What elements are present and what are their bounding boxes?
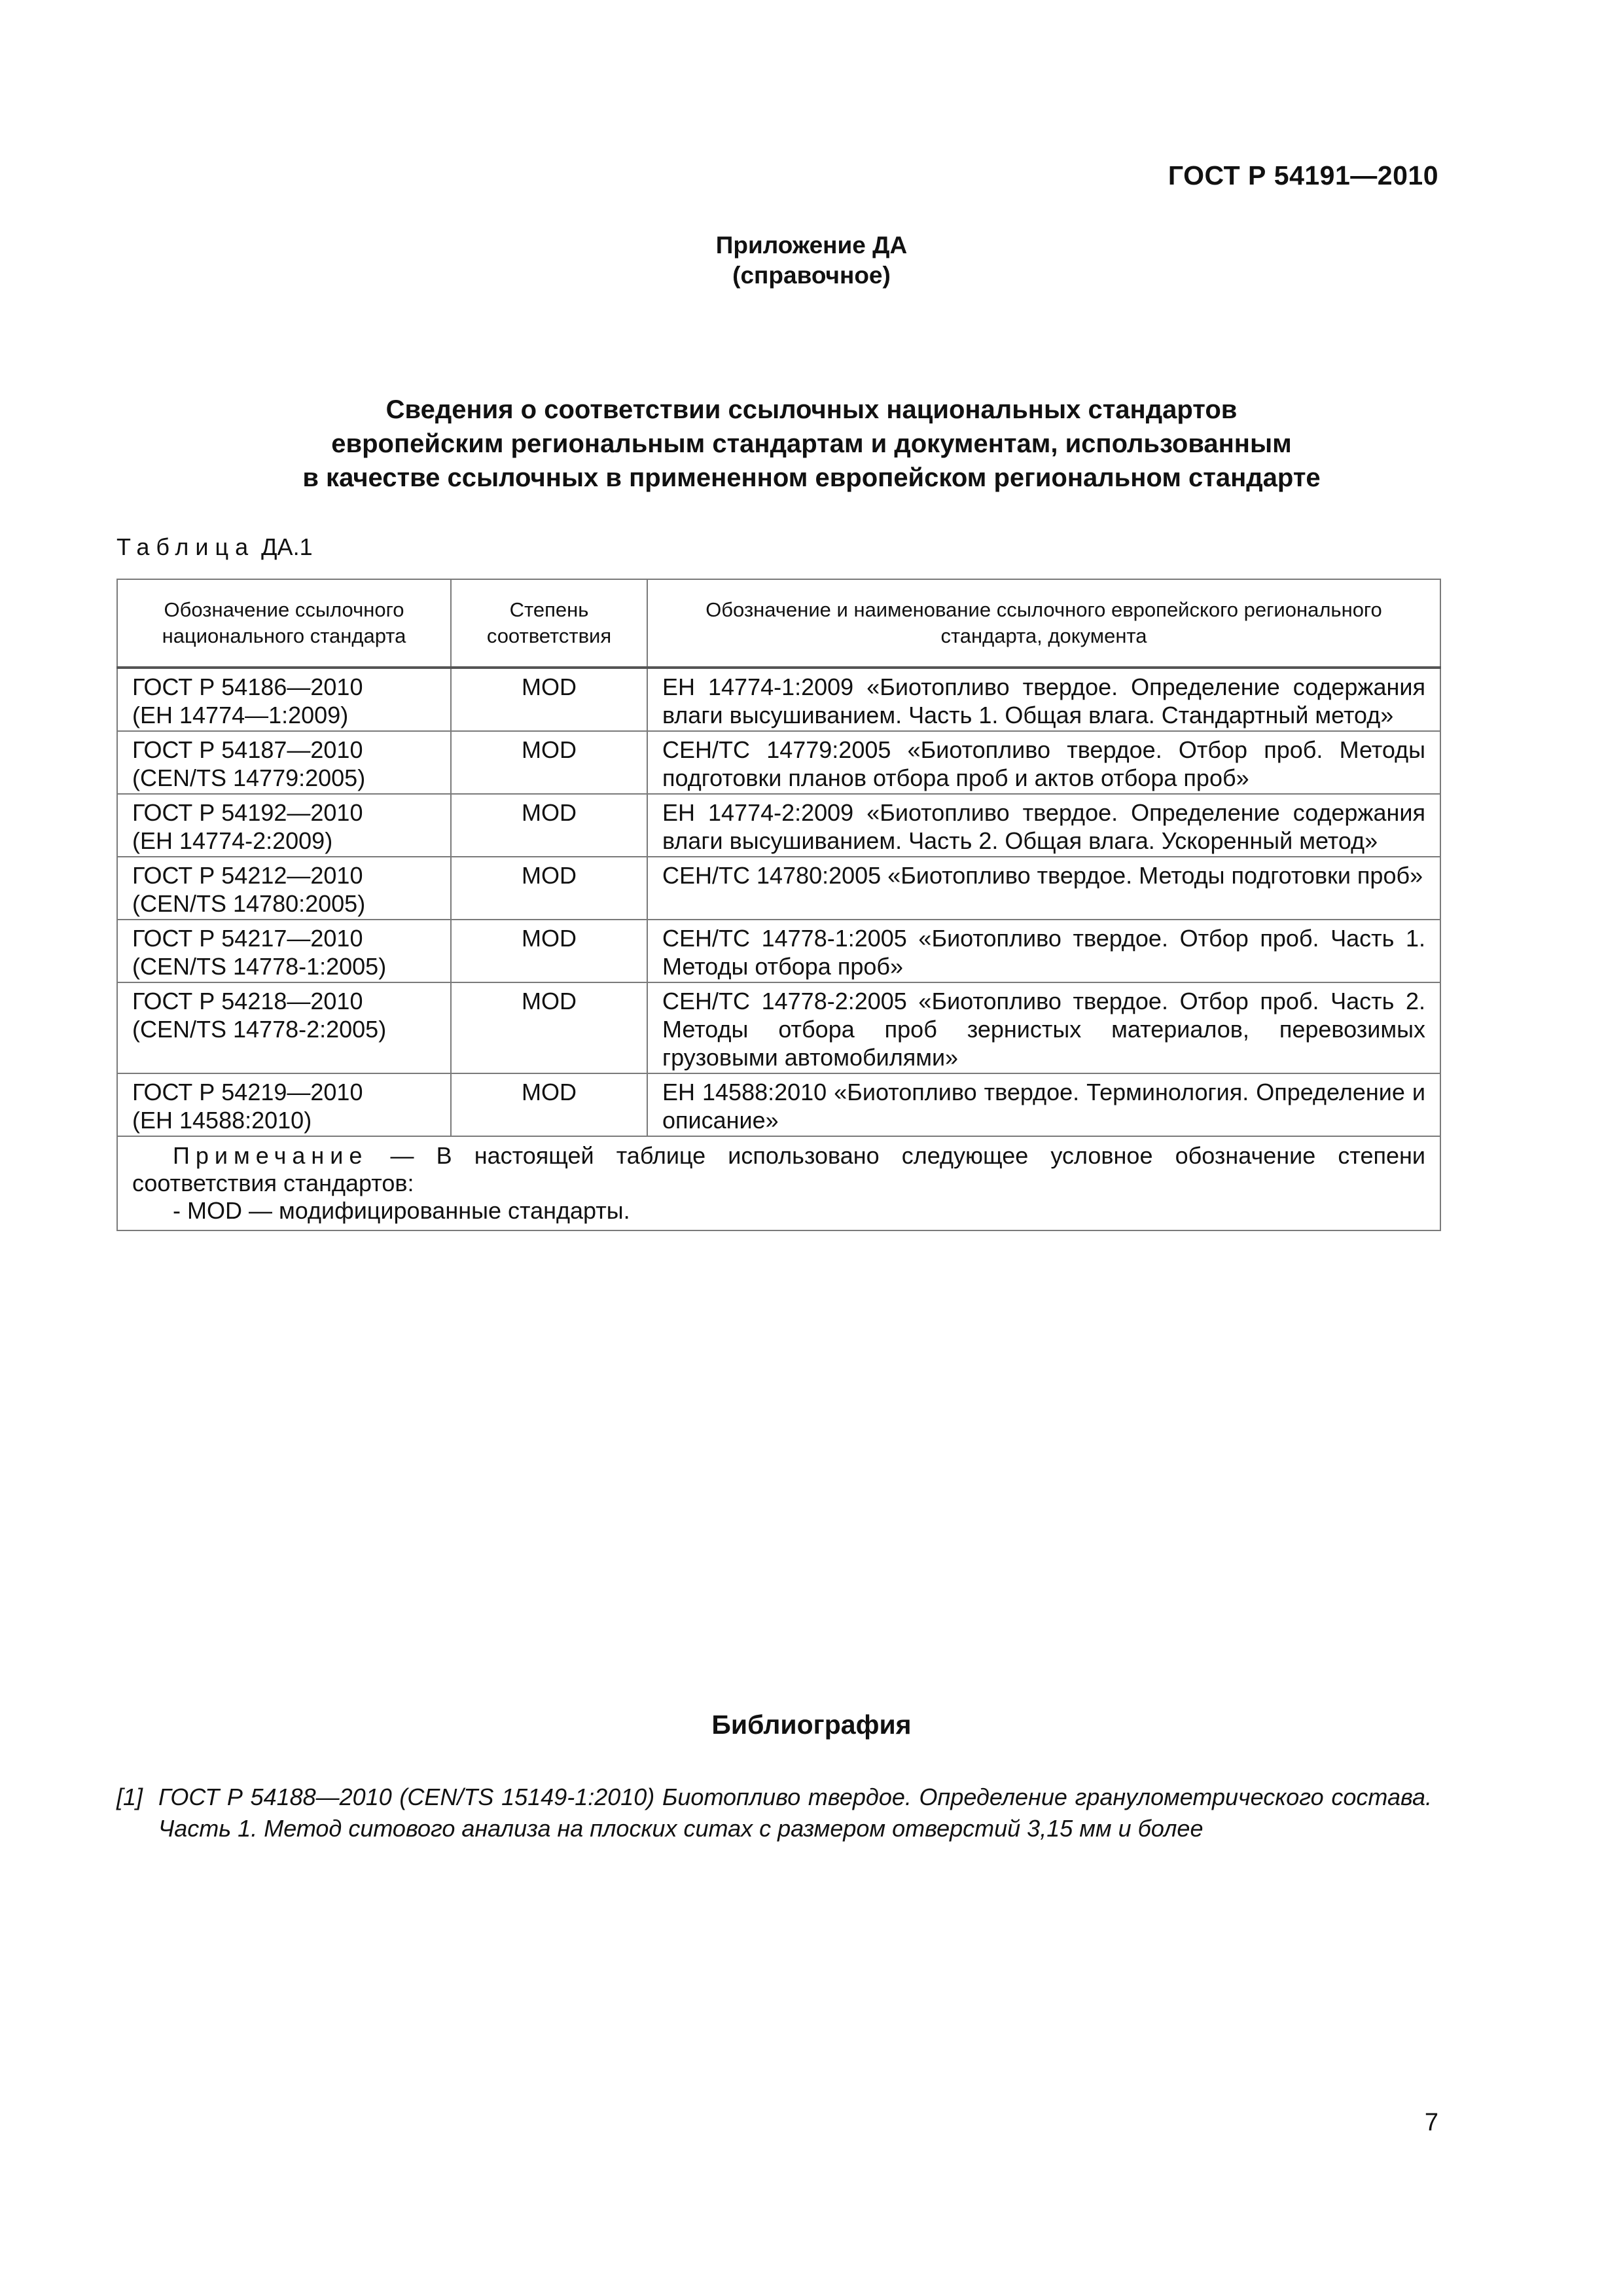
national-ref: (CEN/TS 14778-2:2005) xyxy=(132,1016,387,1043)
table-caption-word: Таблица xyxy=(116,533,255,560)
table-caption xyxy=(116,533,313,561)
national-standard-cell xyxy=(117,668,451,731)
national-standard-cell xyxy=(117,1073,451,1136)
table-caption-number: ДА.1 xyxy=(261,533,313,560)
page-number: 7 xyxy=(1424,2109,1438,2136)
degree-cell: MOD xyxy=(451,794,647,857)
national-standard-cell xyxy=(117,731,451,794)
national-standard-cell xyxy=(117,794,451,857)
european-standard-cell: ЕН 14588:2010 «Биотопливо твердое. Терминология. Определение и описание» xyxy=(647,1073,1440,1136)
degree-cell: MOD xyxy=(451,982,647,1073)
national-ref: (CEN/TS 14780:2005) xyxy=(132,890,366,917)
bibliography-entry xyxy=(116,1782,1432,1844)
bibliography-title: Библиография xyxy=(711,1710,912,1740)
header-european-standard: Обозначение и наименование ссылочного европейского регионального стандарта, документа xyxy=(647,579,1440,668)
annex-heading xyxy=(0,230,1623,291)
main-title-line-1: Сведения о соответствии ссылочных национальных стандартов xyxy=(385,395,1238,424)
header-degree: Степень соответствия xyxy=(451,579,647,668)
table-row xyxy=(117,794,1440,857)
table-row xyxy=(117,857,1440,920)
note-text: — В настоящей таблице использовано следующее условное обозначение степени соответствия стандартов: xyxy=(132,1142,1425,1196)
bibliography-entry-number: [1] xyxy=(116,1784,143,1810)
national-ref: (CEN/TS 14778-1:2005) xyxy=(132,953,387,980)
table-note-row xyxy=(117,1136,1440,1230)
degree-cell: MOD xyxy=(451,857,647,920)
national-standard-cell xyxy=(117,920,451,982)
annex-title: Приложение ДА xyxy=(715,232,908,259)
national-code: ГОСТ Р 54217—2010 xyxy=(132,925,363,952)
national-standard-cell xyxy=(117,857,451,920)
annex-type: (справочное) xyxy=(732,262,891,289)
national-code: ГОСТ Р 54187—2010 xyxy=(132,736,363,763)
table-row xyxy=(117,982,1440,1073)
table-row xyxy=(117,920,1440,982)
european-standard-cell: СЕН/ТС 14779:2005 «Биотопливо твердое. Отбор проб. Методы подготовки планов отбора проб и актов отбора проб» xyxy=(647,731,1440,794)
table-note xyxy=(117,1136,1440,1230)
european-standard-cell: СЕН/ТС 14778-1:2005 «Биотопливо твердое. Отбор проб. Часть 1. Методы отбора проб» xyxy=(647,920,1440,982)
main-title-line-3: в качестве ссылочных в примененном европейском региональном стандарте xyxy=(302,463,1321,492)
degree-cell: MOD xyxy=(451,668,647,731)
correspondence-table xyxy=(116,579,1441,1231)
national-code: ГОСТ Р 54219—2010 xyxy=(132,1079,363,1105)
note-item: - MOD — модифицированные стандарты. xyxy=(173,1197,630,1224)
european-standard-cell: ЕН 14774-1:2009 «Биотопливо твердое. Определение содержания влаги высушиванием. Часть 1. Общая влага. Стандартный метод» xyxy=(647,668,1440,731)
national-ref: (ЕН 14588:2010) xyxy=(132,1107,312,1134)
national-ref: (ЕН 14774—1:2009) xyxy=(132,702,349,728)
national-code: ГОСТ Р 54186—2010 xyxy=(132,673,363,700)
table-row xyxy=(117,668,1440,731)
national-standard-cell xyxy=(117,982,451,1073)
degree-cell: MOD xyxy=(451,1073,647,1136)
european-standard-cell: СЕН/ТС 14778-2:2005 «Биотопливо твердое. Отбор проб. Часть 2. Методы отбора проб зернистых материалов, перевозимых грузовыми автомобилями» xyxy=(647,982,1440,1073)
table-row xyxy=(117,1073,1440,1136)
table-row xyxy=(117,731,1440,794)
national-code: ГОСТ Р 54212—2010 xyxy=(132,862,363,889)
header-national-standard: Обозначение ссылочного национального стандарта xyxy=(117,579,451,668)
national-ref: (ЕН 14774-2:2009) xyxy=(132,827,333,854)
main-title xyxy=(0,393,1623,495)
european-standard-cell: СЕН/ТС 14780:2005 «Биотопливо твердое. Методы подготовки проб» xyxy=(647,857,1440,920)
degree-cell: MOD xyxy=(451,731,647,794)
national-code: ГОСТ Р 54192—2010 xyxy=(132,799,363,826)
degree-cell: MOD xyxy=(451,920,647,982)
national-ref: (CEN/TS 14779:2005) xyxy=(132,764,366,791)
european-standard-cell: ЕН 14774-2:2009 «Биотопливо твердое. Определение содержания влаги высушиванием. Часть 2. Общая влага. Ускоренный метод» xyxy=(647,794,1440,857)
national-code: ГОСТ Р 54218—2010 xyxy=(132,988,363,1014)
page-header-standard-code: ГОСТ Р 54191—2010 xyxy=(1168,160,1438,190)
table-header-row xyxy=(117,579,1440,668)
note-label: Примечание xyxy=(173,1142,368,1169)
main-title-line-2: европейским региональным стандартам и документам, использованным xyxy=(331,429,1292,458)
bibliography-entry-text: ГОСТ Р 54188—2010 (CEN/TS 15149-1:2010) Биотопливо твердое. Определение гранулометрического состава. Часть 1. Метод ситового анализа на плоских ситах с размером отверстий 3,15 мм и более xyxy=(158,1784,1432,1842)
